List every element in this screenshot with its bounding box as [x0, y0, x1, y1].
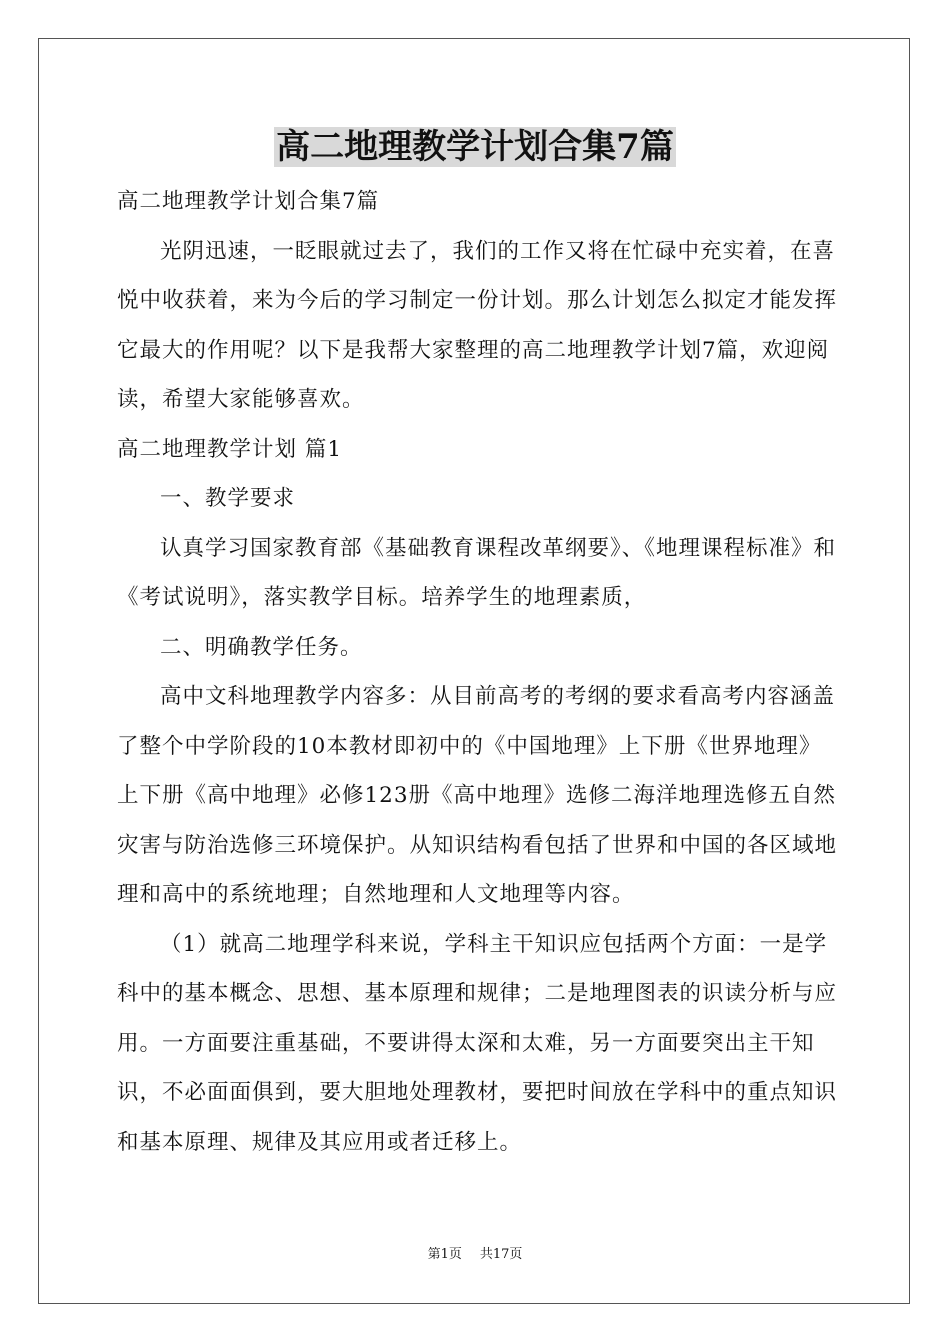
paragraph-content-scope: 高中文科地理教学内容多：从目前高考的考纲的要求看高考内容涵盖了整个中学阶段的10本教材即初中的《中国地理》上下册《世界地理》上下册《高中地理》必修123册《高中地理》选修二海洋地理选修五自然灾害与防治选修三环境保护。从知识结构看包括了世界和中国的各区域地理和高中的系统地理；自然地理和人文地理等内容。: [117, 684, 838, 907]
subheading-teaching-tasks: 二、明确教学任务。: [160, 634, 363, 660]
document-body: [117, 177, 837, 1167]
page-total: 共17页: [479, 1247, 523, 1262]
paragraph-requirements: 认真学习国家教育部《基础教育课程改革纲要》、《地理课程标准》和《考试说明》，落实教学目标。培养学生的地理素质，: [117, 535, 837, 610]
document-subtitle: 高二地理教学计划合集7篇: [117, 189, 380, 214]
document-title: [0, 122, 950, 172]
section-heading: 高二地理教学计划 篇1: [117, 436, 343, 462]
page-number: 第1页: [427, 1247, 462, 1262]
paragraph-core-knowledge: （1）就高二地理学科来说，学科主干知识应包括两个方面：一是学科中的基本概念、思想、基本原理和规律；二是地理图表的识读分析与应用。一方面要注重基础，不要讲得太深和太难，另一方面要突出主干知识，不必面面俱到，要大胆地处理教材，要把时间放在学科中的重点知识和基本原理、规律及其应用或者迁移上。: [117, 931, 838, 1155]
page-footer: [0, 1245, 950, 1265]
document-title-text: 高二地理教学计划合集7篇: [276, 127, 674, 167]
subheading-teaching-requirements: 一、教学要求: [160, 486, 296, 511]
intro-paragraph: 光阴迅速，一眨眼就过去了，我们的工作又将在忙碌中充实着，在喜悦中收获着，来为今后的学习制定一份计划。那么计划怎么拟定才能发挥它最大的作用呢？以下是我帮大家整理的高二地理教学计划7篇，欢迎阅读，希望大家能够喜欢。: [117, 238, 838, 412]
